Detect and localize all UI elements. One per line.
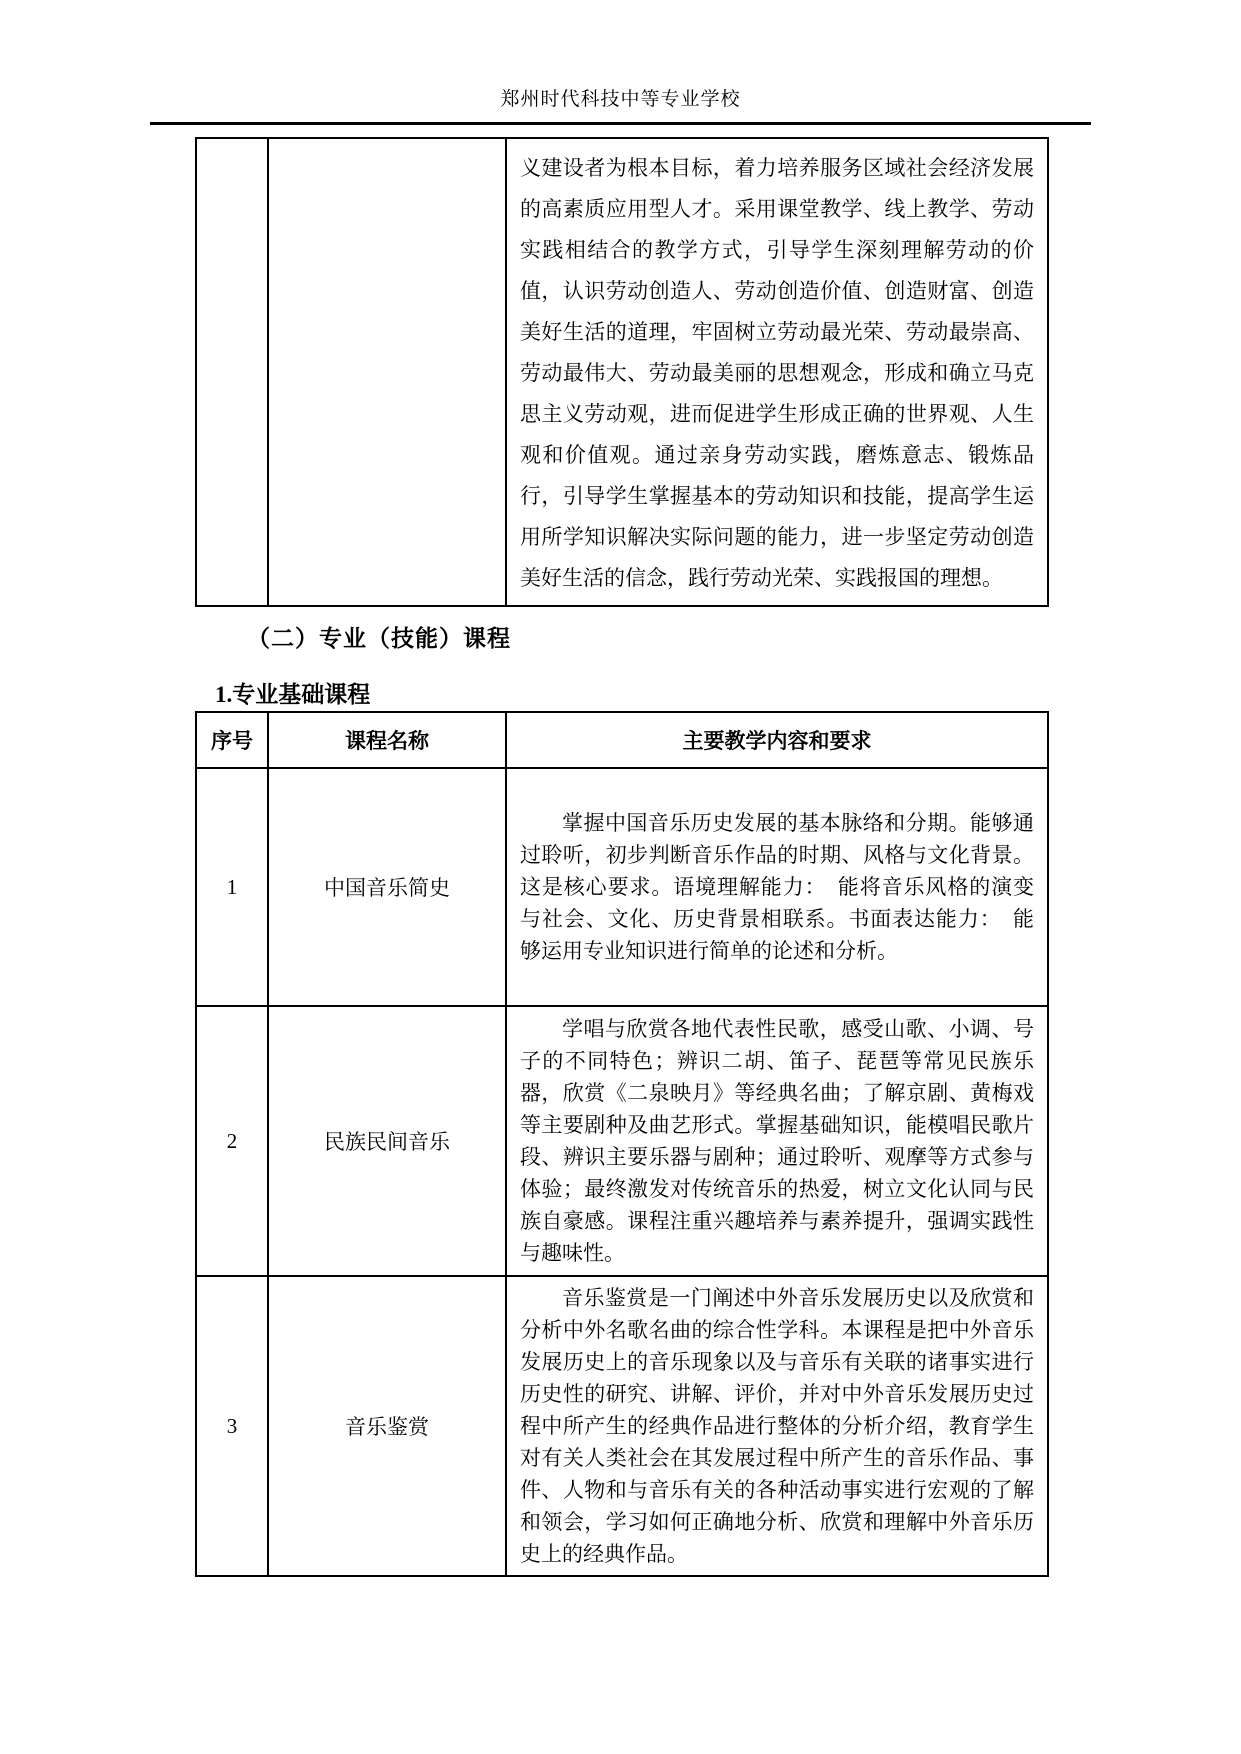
course-row-content-text: 掌握中国音乐历史发展的基本脉络和分期。能够通过聆听，初步判断音乐作品的时期、风格与文化背景。这是核心要求。语境理解能力： 能将音乐风格的演变与社会、文化、历史背景相联系。书面表达能力： 能够运用专业知识进行简单的论述和分析。: [520, 811, 1034, 963]
course-table-header-row: [196, 712, 1048, 768]
course-row-content-text: 学唱与欣赏各地代表性民歌，感受山歌、小调、号子的不同特色；辨识二胡、笛子、琵琶等常见民族乐器，欣赏《二泉映月》等经典名曲；了解京剧、黄梅戏等主要剧种及曲艺形式。掌握基础知识，能模唱民歌片段、辨识主要乐器与剧种；通过聆听、观摩等方式参与体验；最终激发对传统音乐的热爱，树立文化认同与民族自豪感。课程注重兴趣培养与素养提升，强调实践性与趣味性。: [520, 1017, 1034, 1265]
course-row-content-cell: [506, 1006, 1048, 1276]
course-row: [196, 1276, 1048, 1576]
continuation-no-cell: [196, 138, 268, 606]
page-header-title: 郑州时代科技中等专业学校: [500, 89, 741, 110]
course-row-content-text: 音乐鉴赏是一门阐述中外音乐发展历史以及欣赏和分析中外名歌名曲的综合性学科。本课程是把中外音乐发展历史上的音乐现象以及与音乐有关联的诸事实进行历史性的研究、讲解、评价，并对中外音乐发展历史过程中所产生的经典作品进行整体的分析介绍，教育学生对有关人类社会在其发展过程中所产生的音乐作品、事件、人物和与音乐有关的各种活动事实进行宏观的了解和领会，学习如何正确地分析、欣赏和理解中外音乐历史上的经典作品。: [520, 1286, 1034, 1566]
course-row-content-cell: [506, 1276, 1048, 1576]
course-row-name: 中国音乐简史: [268, 768, 506, 1006]
continuation-table: [195, 137, 1049, 607]
course-row-content-cell: [506, 768, 1048, 1006]
header-cell-course-name: 课程名称: [268, 712, 506, 768]
subsection-heading-basic-courses: 1.专业基础课程: [215, 682, 371, 707]
continuation-name-cell: [268, 138, 506, 606]
header-rule: [150, 122, 1091, 125]
course-row-name: 音乐鉴赏: [268, 1276, 506, 1576]
course-row-name: 民族民间音乐: [268, 1006, 506, 1276]
course-table-body: [196, 768, 1048, 1576]
header-cell-content: 主要教学内容和要求: [506, 712, 1048, 768]
header-cell-no: 序号: [196, 712, 268, 768]
continuation-content-cell: [506, 138, 1048, 606]
course-table: [195, 711, 1049, 1577]
continuation-content-text: 义建设者为根本目标，着力培养服务区域社会经济发展的高素质应用型人才。采用课堂教学、线上教学、劳动实践相结合的教学方式，引导学生深刻理解劳动的价值，认识劳动创造人、劳动创造价值、创造财富、创造美好生活的道理，牢固树立劳动最光荣、劳动最崇高、劳动最伟大、劳动最美丽的思想观念，形成和确立马克思主义劳动观，进而促进学生形成正确的世界观、人生观和价值观。通过亲身劳动实践，磨炼意志、锻炼品行，引导学生掌握基本的劳动知识和技能，提高学生运用所学知识解决实际问题的能力，进一步坚定劳动创造美好生活的信念，践行劳动光荣、实践报国的理想。: [520, 156, 1034, 590]
course-row-number: 1: [196, 768, 268, 1006]
section-heading-skill-courses: （二）专业（技能）课程: [247, 626, 511, 651]
course-row-number: 3: [196, 1276, 268, 1576]
course-row: [196, 1006, 1048, 1276]
continuation-row: [196, 138, 1048, 606]
course-row: [196, 768, 1048, 1006]
course-row-number: 2: [196, 1006, 268, 1276]
